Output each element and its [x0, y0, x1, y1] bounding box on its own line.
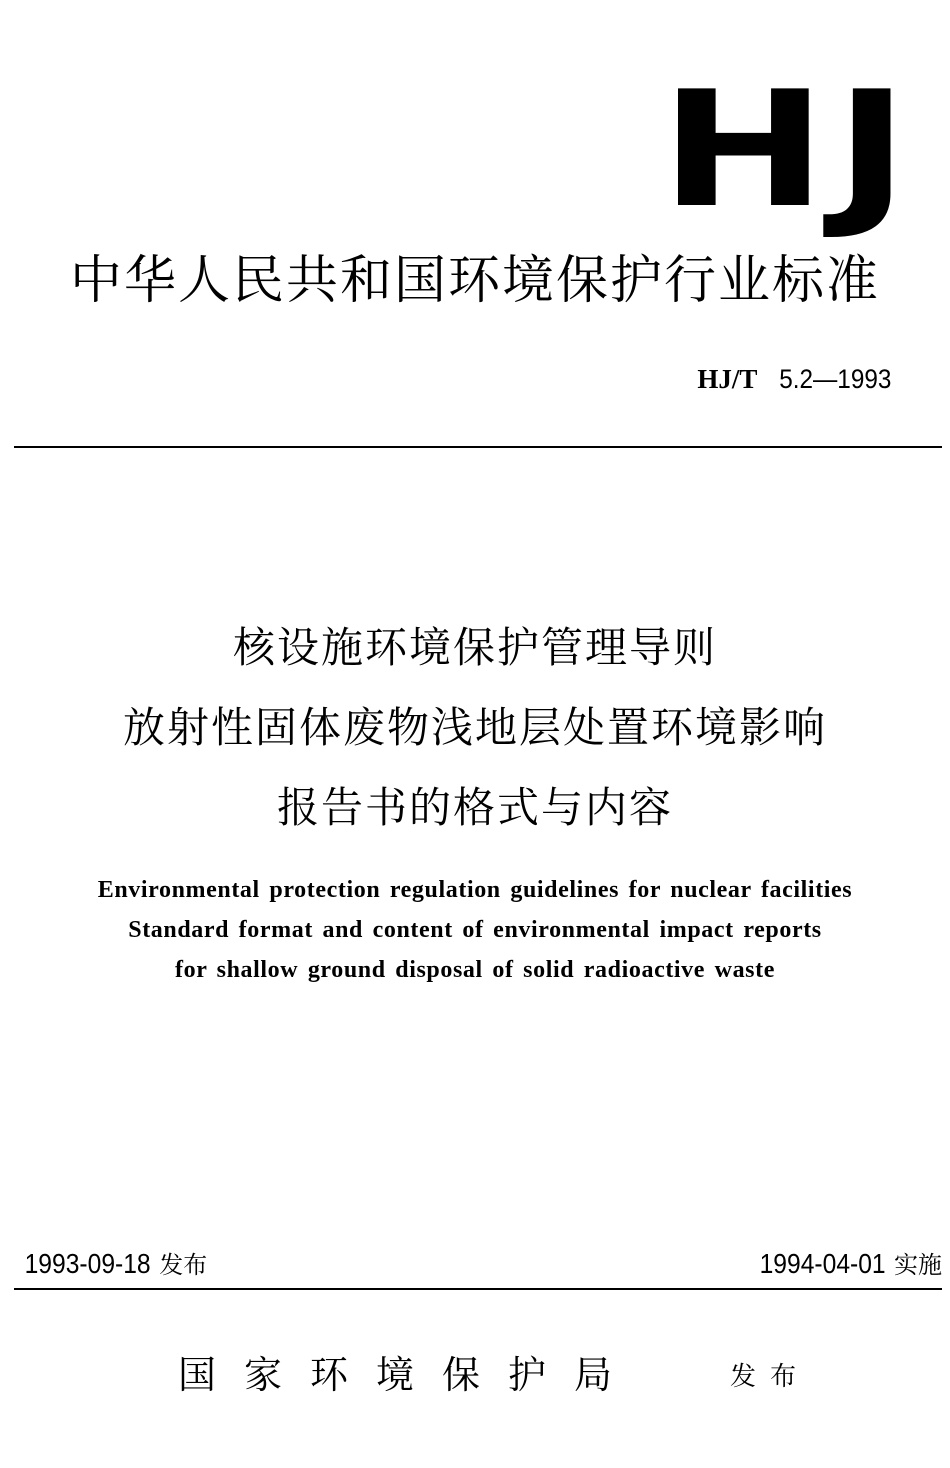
chinese-title-line-3: 报告书的格式与内容	[276, 783, 673, 832]
english-title	[0, 870, 950, 990]
standard-number	[697, 366, 898, 393]
english-title-line-1: Environmental protection regulation guidelines for nuclear facilities	[97, 877, 853, 903]
industry-standard-title: 中华人民共和国环境保护行业标准	[69, 251, 880, 311]
implement-label: 实施	[894, 1251, 942, 1279]
english-title-line-3: for shallow ground disposal of solid radioactive waste	[175, 957, 775, 983]
publish-label: 发布	[730, 1362, 811, 1392]
issue-label: 发布	[159, 1251, 208, 1279]
publisher-name: 国家环境保护局	[178, 1353, 641, 1397]
standard-prefix: HJ/T	[697, 364, 758, 394]
chinese-title	[0, 608, 950, 848]
issue-date-block	[16, 1250, 207, 1278]
bottom-divider	[14, 1288, 942, 1290]
implement-date: 1994-04-01	[759, 1248, 886, 1279]
chinese-title-line-2: 放射性固体废物浅地层处置环境影响	[122, 703, 827, 752]
chinese-title-line-1: 核设施环境保护管理导则	[232, 623, 717, 672]
issue-date: 1993-09-18	[24, 1248, 151, 1279]
implement-date-block	[751, 1250, 942, 1278]
standard-code: 5.2—1993	[779, 364, 892, 394]
english-title-line-2: Standard format and content of environmental impact reports	[128, 917, 822, 943]
top-divider	[14, 446, 942, 448]
hj-logo: HJ	[659, 56, 916, 243]
